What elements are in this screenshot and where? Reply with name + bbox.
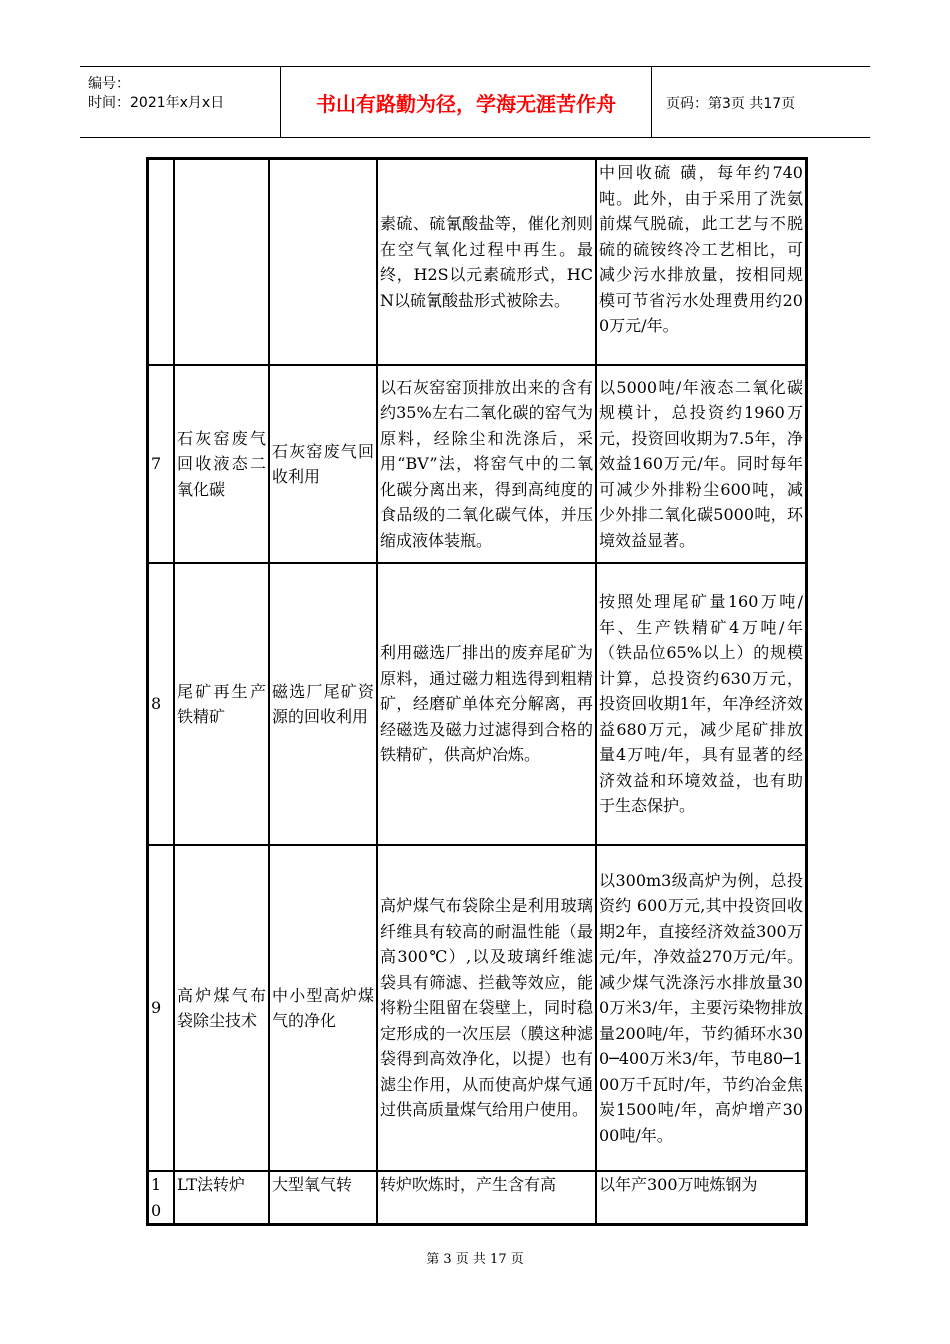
technology-name: 石灰窑废气回收液态二氧化碳 — [174, 365, 269, 563]
technology-name: LT法转炉 — [174, 1171, 269, 1224]
header-motto: 书山有路勤为径，学海无涯苦作舟 — [281, 67, 652, 137]
application-scope: 石灰窑废气回收利用 — [269, 365, 377, 563]
table-row — [148, 563, 806, 845]
benefit-description: 按照处理尾矿量160万吨/年、生产铁精矿4万吨/年（铁品位65%以上）的规模计算，总投资约630万元，投资回收期1年，年净经济效益680万元，减少尾矿排放量4万吨/年，具有显著的经济效益和环境效益，也有助于生态保护。 — [596, 563, 806, 845]
row-number — [148, 159, 174, 365]
application-scope: 磁选厂尾矿资源的回收利用 — [269, 563, 377, 845]
benefit-description: 以5000吨/年液态二氧化碳规模计，总投资约1960万元，投资回收期为7.5年，净效益160万元/年。同时每年可减少外排粉尘600吨，减少外排二氧化碳5000吨，环境效益显著。 — [596, 365, 806, 563]
benefit-description: 以年产300万吨炼钢为 — [596, 1171, 806, 1224]
number-label: 编号： — [88, 76, 130, 92]
row-number: 10 — [148, 1171, 174, 1224]
technology-content: 高炉煤气布袋除尘是利用玻璃纤维具有较高的耐温性能（最高300℃）,以及玻璃纤维滤袋具有筛滤、拦截等效应，能将粉尘阻留在袋壁上，同时稳定形成的一次压层（膜这种滤袋得到高效净化，以提）也有滤尘作用，从而使高炉煤气通过供高质量煤气给用户使用。 — [377, 845, 596, 1171]
table-row — [148, 365, 806, 563]
page-header — [80, 66, 870, 138]
header-meta — [80, 67, 281, 137]
row-number: 8 — [148, 563, 174, 845]
benefit-description: 以300m3级高炉为例，总投资约 600万元,其中投资回收期2年，直接经济效益300万元/年，净效益270万元/年。减少煤气洗涤污水排放量300万米3/年，主要污染物排放量200吨/年，节约循环水300─400万米3/年，节电80─100万千瓦时/年，节约冶金焦炭1500吨/年，高炉增产3000吨/年。 — [596, 845, 806, 1171]
table-row — [148, 1171, 806, 1224]
time-label: 时间：2021年x月x日 — [88, 95, 225, 111]
page-info: 页码：第3页 共17页 — [666, 96, 796, 112]
application-scope: 中小型高炉煤气的净化 — [269, 845, 377, 1171]
table-row — [148, 845, 806, 1171]
page-footer: 第 3 页 共 17 页 — [426, 1252, 524, 1267]
technology-content: 以石灰窑窑顶排放出来的含有约35%左右二氧化碳的窑气为原料，经除尘和洗涤后，采用“BV”法，将窑气中的二氧化碳分离出来，得到高纯度的食品级的二氧化碳气体，并压缩成液体装瓶。 — [377, 365, 596, 563]
benefit-description: 中回收硫 磺，每年约740吨。此外，由于采用了洗氨前煤气脱硫，此工艺与不脱硫的硫铵终冷工艺相比，可减少污水排放量，按相同规模可节省污水处理费用约200万元/年。 — [596, 159, 806, 365]
row-number: 7 — [148, 365, 174, 563]
technology-content: 素硫、硫氰酸盐等，催化剂则在空气氧化过程中再生。最终，H2S以元素硫形式，HCN以硫氰酸盐形式被除去。 — [377, 159, 596, 365]
technology-content: 利用磁选厂排出的废弃尾矿为原料，通过磁力粗选得到粗精矿，经磨矿单体充分解离，再经磁选及磁力过滤得到合格的铁精矿，供高炉冶炼。 — [377, 563, 596, 845]
application-scope — [269, 159, 377, 365]
application-scope: 大型氧气转 — [269, 1171, 377, 1224]
technology-content: 转炉吹炼时，产生含有高 — [377, 1171, 596, 1224]
technology-table — [146, 157, 808, 1226]
technology-name: 高炉煤气布袋除尘技术 — [174, 845, 269, 1171]
table-row — [148, 159, 806, 365]
row-number: 9 — [148, 845, 174, 1171]
technology-name — [174, 159, 269, 365]
technology-name: 尾矿再生产铁精矿 — [174, 563, 269, 845]
